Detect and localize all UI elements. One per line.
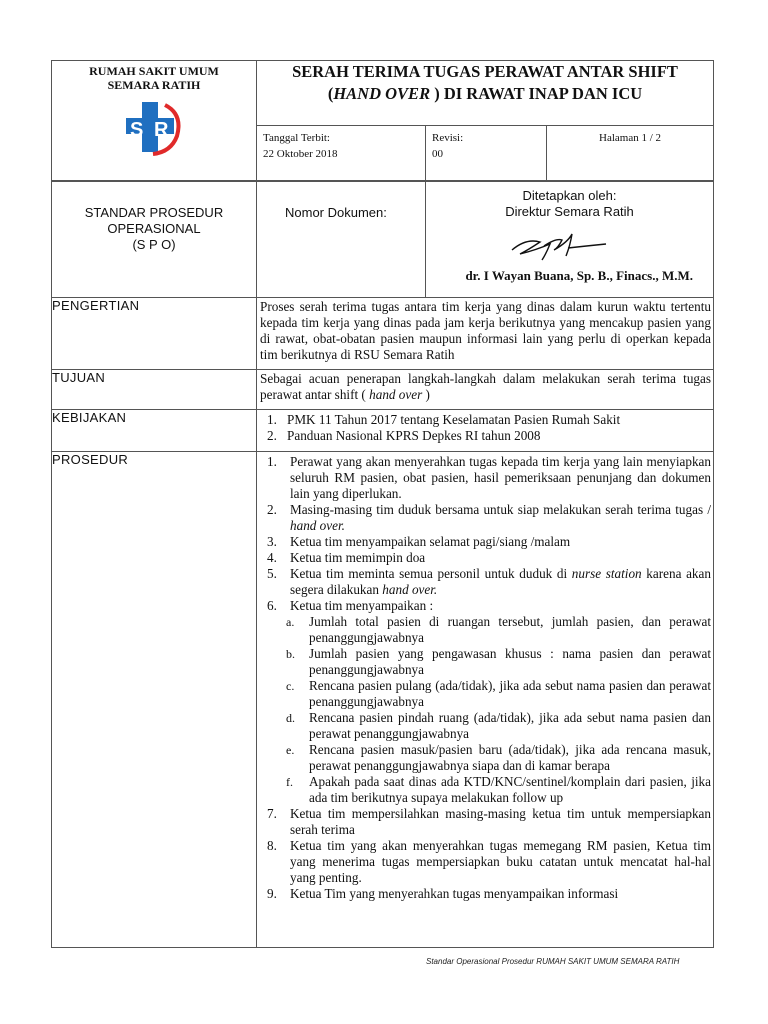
spo-line2: OPERASIONAL: [107, 221, 201, 236]
signature: [426, 220, 713, 268]
kebijakan-item: 2. Panduan Nasional KPRS Depkes RI tahun 2008: [267, 428, 541, 443]
prosedur-step: [257, 886, 713, 902]
tujuan-label: TUJUAN: [52, 370, 257, 410]
nomor-cell: [257, 182, 426, 298]
hospital-name: [52, 61, 256, 92]
kebijakan-list: [257, 412, 713, 444]
prosedur-step: [257, 502, 713, 534]
hospital-name-line2: SEMARA RATIH: [107, 78, 201, 92]
prosedur-subitem: [286, 774, 711, 806]
step-text: Ketua tim menyampaikan selamat pagi/siang /malam: [290, 534, 571, 549]
document-title: [257, 61, 714, 126]
prosedur-cell: [257, 452, 714, 948]
tujuan-hand-over: hand over: [365, 387, 423, 402]
hospital-logo: [52, 96, 256, 163]
title-line2-rest: ) DI RAWAT INAP DAN ICU: [430, 84, 643, 103]
revisi-label: Revisi:: [432, 132, 464, 144]
step-text: Ketua Tim yang menyerahkan tugas menyampaikan informasi: [290, 886, 619, 901]
prosedur-subitem: [286, 678, 711, 710]
step-text: Ketua tim menyampaikan :: [290, 598, 434, 613]
title-line2: [257, 83, 713, 105]
ditetapkan-cell: [426, 182, 714, 298]
svg-text:R: R: [154, 119, 169, 141]
spo-table: [51, 181, 714, 948]
tujuan-text: [257, 370, 713, 405]
prosedur-step: [257, 838, 713, 886]
step-number: 4.: [267, 550, 277, 565]
prosedur-step: [257, 566, 713, 598]
ditetapkan-block: [426, 182, 713, 220]
subitem-text: Rencana pasien pulang (ada/tidak), jika ada sebut nama pasien dan perawat penanggungjawabnya: [309, 678, 711, 709]
step-text: Ketua tim memimpin doa: [290, 550, 426, 565]
tujuan-text-main: Sebagai acuan penerapan langkah-langkah dalam melakukan serah terima tugas perawat antar shift (: [260, 371, 711, 402]
step-number: 8.: [267, 838, 277, 853]
page-footer: Standar Operasional Prosedur RUMAH SAKIT UMUM SEMARA RATIH: [426, 957, 680, 966]
step-number: 7.: [267, 806, 277, 821]
prosedur-step: [257, 534, 713, 550]
prosedur-step: [257, 550, 713, 566]
prosedur-list: [257, 454, 713, 902]
prosedur-step: [257, 454, 713, 502]
step-number: 2.: [267, 502, 277, 517]
subitem-text: Rencana pasien pindah ruang (ada/tidak), jika ada sebut nama pasien dan perawat penanggungjawabnya: [309, 710, 711, 741]
step-number: 1.: [267, 454, 277, 469]
step-text: Ketua tim meminta semua personil untuk duduk di: [290, 566, 572, 581]
kebijakan-label: KEBIJAKAN: [52, 410, 257, 452]
step-number: 9.: [267, 886, 277, 901]
prosedur-sublist: [286, 614, 711, 806]
revisi-cell: [426, 126, 547, 181]
spo-title-cell: [52, 182, 257, 298]
prosedur-subitem: [286, 614, 711, 646]
step-text: Perawat yang akan menyerahkan tugas kepada tim kerja yang lain menyiapkan seluruh RM pasien, obat pasien, hasil pemeriksaan penunjang dan dokumen lain yang diperlukan.: [290, 454, 711, 501]
subitem-letter: c.: [286, 679, 295, 693]
step-text-italic: hand over.: [290, 518, 345, 533]
prosedur-subitem: [286, 710, 711, 742]
step-text: karena akan segera dilakukan: [290, 566, 711, 597]
prosedur-step: [257, 806, 713, 838]
kebijakan-item-text: Panduan Nasional KPRS Depkes RI tahun 2008: [287, 428, 541, 443]
tanggal-label: Tanggal Terbit:: [263, 132, 330, 144]
prosedur-step: [257, 598, 713, 806]
pengertian-cell: [257, 298, 714, 370]
step-number: 3.: [267, 534, 277, 549]
tujuan-text-end: ): [422, 387, 430, 402]
title-hand-over: HAND OVER: [333, 84, 431, 103]
nomor-dokumen-label: Nomor Dokumen:: [285, 205, 387, 220]
ditetapkan-label: Ditetapkan oleh:: [522, 188, 617, 203]
spo-line1: STANDAR PROSEDUR: [84, 205, 224, 220]
revisi-value: 00: [432, 148, 443, 160]
step-text-italic: nurse station: [571, 566, 642, 581]
tujuan-cell: [257, 370, 714, 410]
spo-title: [52, 182, 256, 253]
kebijakan-item-text: PMK 11 Tahun 2017 tentang Keselamatan Pasien Rumah Sakit: [287, 412, 621, 427]
kebijakan-item: 1. PMK 11 Tahun 2017 tentang Keselamatan Pasien Rumah Sakit: [267, 412, 621, 427]
step-text: Ketua tim mempersilahkan masing-masing ketua tim untuk mempersiapkan serah terima: [290, 806, 711, 837]
subitem-text: Rencana pasien masuk/pasien baru (ada/tidak), jika ada rencana masuk, perawat penanggungjawabnya siapa dan di kamar berapa: [309, 742, 711, 773]
subitem-letter: b.: [286, 647, 295, 661]
halaman-cell: [547, 126, 714, 181]
title-paren: (: [327, 84, 334, 103]
svg-text:S: S: [130, 119, 144, 141]
tanggal-cell: [257, 126, 426, 181]
spo-line3: (S P O): [132, 237, 176, 252]
hospital-name-line1: RUMAH SAKIT UMUM: [89, 64, 219, 78]
title-line1: SERAH TERIMA TUGAS PERAWAT ANTAR SHIFT: [292, 62, 678, 81]
step-text: Masing-masing tim duduk bersama untuk siap melakukan serah terima tugas /: [290, 502, 711, 517]
subitem-text: Apakah pada saat dinas ada KTD/KNC/sentinel/komplain dari pasien, jika ada tim berikutnya supaya melakukan follow up: [309, 774, 711, 805]
prosedur-subitem: [286, 646, 711, 678]
step-text: Ketua tim yang akan menyerahkan tugas memegang RM pasien, Ketua tim yang menerima tugas mempersiapkan buku catatan untuk mencatat hal-hal yang penting.: [290, 838, 711, 885]
director-name: dr. I Wayan Buana, Sp. B., Finacs., M.M.: [465, 268, 693, 283]
subitem-text: Jumlah total pasien di ruangan tersebut, jumlah pasien, dan perawat penanggungjawabnya: [309, 614, 711, 645]
step-text-italic: hand over.: [382, 582, 438, 597]
pengertian-label: PENGERTIAN: [52, 298, 257, 370]
pengertian-text: Proses serah terima tugas antara tim kerja yang dinas dalam kurun waktu tertentu kepada tim kerja yang dinas pada jam kerja berikutnya yang mencakup pasien yang di rawat, obat-obatan pasien maupun informasi lain yang perlu di operkan kepada tim berikutnya di RSU Semara Ratih: [260, 299, 711, 362]
subitem-letter: d.: [286, 711, 295, 725]
prosedur-label: PROSEDUR: [52, 452, 257, 948]
step-number: 6.: [267, 598, 277, 613]
direktur-label: Direktur Semara Ratih: [505, 204, 634, 219]
kebijakan-cell: [257, 410, 714, 452]
subitem-letter: e.: [286, 743, 295, 757]
document-header: [51, 60, 714, 181]
subitem-text: Jumlah pasien yang pengawasan khusus : nama pasien dan perawat penanggungjawabnya: [309, 646, 711, 677]
subitem-letter: a.: [286, 615, 295, 629]
halaman-value: Halaman 1 / 2: [599, 132, 662, 144]
hospital-cell: [52, 61, 257, 181]
step-number: 5.: [267, 566, 277, 581]
tanggal-value: 22 Oktober 2018: [263, 148, 338, 160]
subitem-letter: f.: [286, 775, 293, 789]
prosedur-subitem: [286, 742, 711, 774]
